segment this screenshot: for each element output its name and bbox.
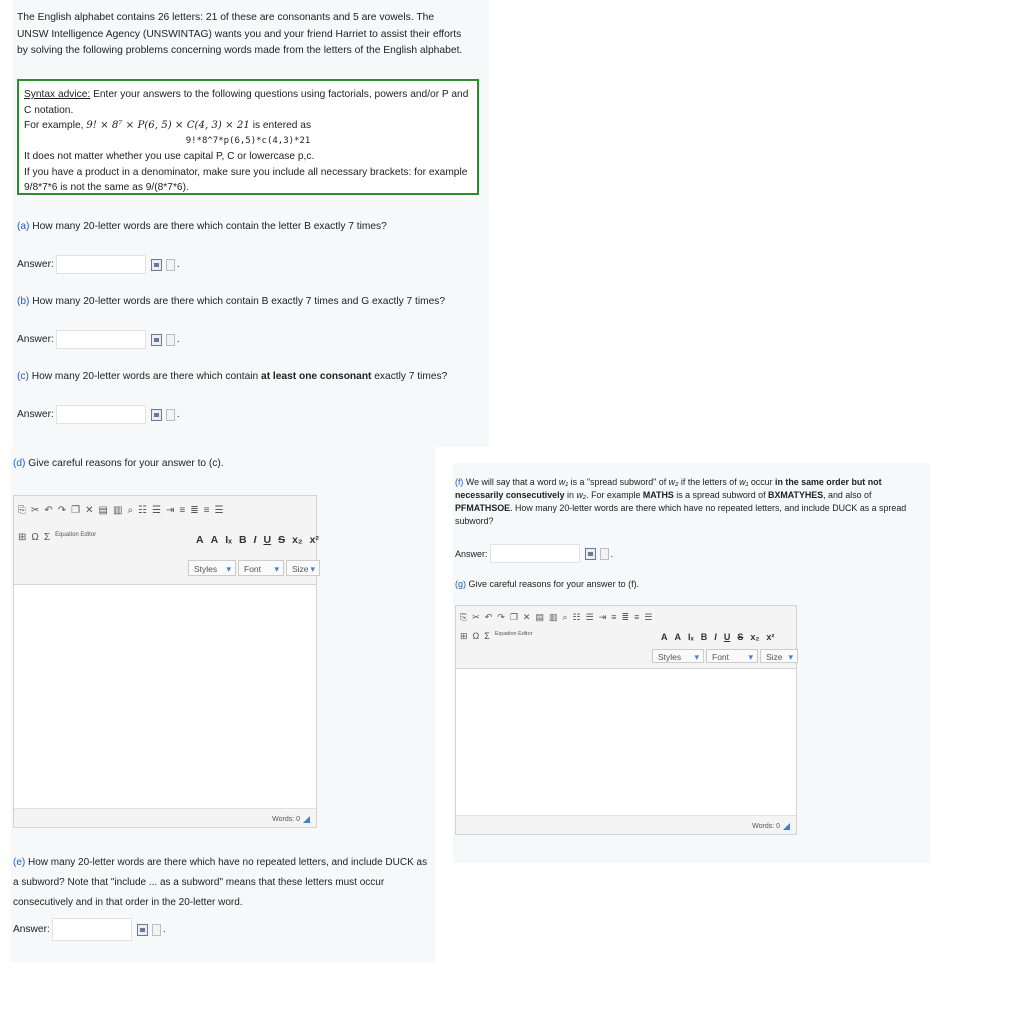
resize-handle-icon[interactable] (783, 823, 790, 830)
find-icon[interactable]: ⌕ (127, 505, 134, 516)
italic-button[interactable]: I (714, 632, 717, 642)
preview-icon[interactable] (585, 548, 596, 560)
question-g-label: (g) (455, 579, 466, 589)
document-icon[interactable] (600, 548, 609, 560)
question-c (17, 369, 447, 384)
answer-row-f: Answer: . (455, 544, 613, 563)
editor-status-bar (456, 815, 796, 834)
question-d (13, 456, 224, 471)
answer-row-c: Answer: . (17, 405, 180, 424)
question-f-bold-4: PFMATHSOE (455, 503, 511, 513)
question-e-text: How many 20-letter words are there which have no repeated letters, and include DUCK as a subword? Note that "include ... as a subword" means that these letters must occur consecutively and in that order in the 20-letter word. (13, 857, 428, 908)
format-buttons (196, 534, 319, 546)
bold-button[interactable]: B (700, 632, 708, 642)
sigma-icon[interactable]: Σ (484, 631, 490, 641)
toolbar-row-2 (18, 532, 97, 543)
question-c-label: (c) (17, 371, 29, 382)
subscript-button[interactable]: x₂ (292, 534, 303, 546)
question-f-w2: w₂ (668, 477, 679, 487)
answer-label: Answer: (17, 409, 54, 420)
question-f-text-2: is a "spread subword" of (568, 477, 669, 487)
indent-icon[interactable]: ⇥ (598, 612, 607, 622)
answer-input-c[interactable] (56, 405, 146, 424)
strike-button[interactable]: S (278, 534, 286, 546)
question-d-label: (d) (13, 458, 26, 469)
clear-format-button[interactable]: Iₓ (225, 534, 232, 546)
omega-icon[interactable]: Ω (31, 532, 39, 543)
answer-label: Answer: (17, 334, 54, 345)
question-f-text-5: in (564, 490, 577, 500)
answer-row-a: Answer: . (17, 255, 180, 274)
equation-editor-button[interactable]: Equation Editor (55, 532, 97, 538)
italic-button[interactable]: I (253, 534, 257, 546)
redo-icon[interactable]: ↷ (497, 612, 505, 622)
syntax-line1: Enter your answers to the following questions using factorials, powers and/or P and C notation. (24, 89, 469, 116)
omega-icon[interactable]: Ω (472, 631, 480, 641)
answer-row-e: Answer: . (13, 918, 166, 941)
align-left-icon[interactable]: ≡ (611, 612, 617, 622)
editor-toolbar (456, 606, 796, 669)
question-f-text-1: We will say that a word (463, 477, 559, 487)
answer-label: Answer: (17, 259, 54, 270)
underline-button[interactable]: U (263, 534, 272, 546)
font-select[interactable]: Font ▾ (238, 560, 284, 576)
paste-text-icon[interactable]: ▤ (535, 612, 544, 622)
word-count-text: Words: 0 (272, 816, 300, 823)
find-icon[interactable]: ⌕ (562, 612, 568, 622)
syntax-advice-box (17, 79, 479, 195)
justify-icon[interactable]: ☰ (644, 612, 653, 622)
copy-icon[interactable]: ❐ (509, 612, 518, 622)
answer-row-b: Answer: . (17, 330, 180, 349)
question-f-text-6: . For example (586, 490, 643, 500)
word-count (272, 816, 310, 823)
word-count-text: Words: 0 (752, 823, 780, 830)
answer-label: Answer: (455, 548, 488, 559)
table-icon[interactable]: ⊞ (460, 631, 468, 641)
question-b-text: How many 20-letter words are there which contain B exactly 7 times and G exactly 7 times? (29, 296, 446, 307)
preview-icon[interactable] (137, 924, 148, 936)
question-g-text: Give careful reasons for your answer to (f). (466, 579, 640, 589)
paste-word-icon[interactable]: ▥ (112, 505, 123, 516)
syntax-line2-post: is entered as (249, 120, 312, 131)
document-icon[interactable] (166, 259, 175, 271)
resize-handle-icon[interactable] (303, 816, 310, 823)
question-c-text-post: exactly 7 times? (371, 371, 448, 382)
redo-icon[interactable]: ↷ (57, 505, 67, 516)
paste-icon[interactable]: ⎘ (460, 612, 468, 622)
numbered-list-icon[interactable]: ☷ (138, 505, 148, 516)
question-f-text-9: . How many 20-letter words are there which have no repeated letters, and include DUCK as a spread subword? (455, 503, 907, 526)
syntax-line3: It does not matter whether you use capital P, C or lowercase p,c. (24, 151, 315, 162)
table-icon[interactable]: ⊞ (18, 532, 27, 543)
answer-input-b[interactable] (56, 330, 146, 349)
question-c-text-pre: How many 20-letter words are there which contain (28, 371, 262, 382)
syntax-line4: If you have a product in a denominator, make sure you include all necessary brackets: for example 9/8*7*6 is not the same as 9/(8*7*6). (24, 166, 468, 193)
answer-input-e[interactable] (52, 918, 132, 941)
size-select[interactable]: Size ▾ (760, 649, 798, 663)
question-e-label: (e) (13, 857, 26, 868)
question-g (455, 577, 639, 592)
copy-icon[interactable]: ❐ (71, 505, 81, 516)
size-select[interactable]: Size ▾ (286, 560, 320, 576)
question-f-bold-1: in the same order but not necessarily consecutively (455, 477, 882, 500)
bg-color-button[interactable]: A (210, 534, 219, 546)
superscript-button[interactable]: x² (309, 534, 319, 546)
delete-icon[interactable]: ✕ (85, 505, 94, 516)
rich-text-editor-g (455, 605, 797, 835)
question-b (17, 294, 445, 309)
align-right-icon[interactable]: ≡ (634, 612, 640, 622)
editor-status-bar (14, 808, 316, 827)
equation-editor-button[interactable]: Equation Editor (494, 631, 533, 637)
format-selects (652, 649, 798, 663)
question-a-label: (a) (17, 221, 30, 232)
styles-select[interactable]: Styles ▾ (188, 560, 236, 576)
document-icon[interactable] (166, 409, 175, 421)
font-select[interactable]: Font ▾ (706, 649, 758, 663)
sigma-icon[interactable]: Σ (43, 532, 51, 543)
question-f-text-3: if the letters of (678, 477, 740, 487)
question-c-text-bold: at least one consonant (261, 371, 372, 382)
preview-icon[interactable] (151, 259, 162, 271)
rich-text-editor-d (13, 495, 317, 828)
question-f-text-8: , and also of (823, 490, 872, 500)
undo-icon[interactable]: ↶ (44, 505, 53, 516)
paste-word-icon[interactable]: ▥ (548, 612, 558, 622)
question-d-text: Give careful reasons for your answer to (c). (25, 458, 224, 469)
question-f-text-7: is a spread subword of (673, 490, 769, 500)
preview-icon[interactable] (151, 409, 162, 421)
editor-toolbar (14, 496, 319, 585)
document-icon[interactable] (152, 924, 161, 936)
question-f-bold-3: BXMATYHES (768, 490, 824, 500)
toolbar-row-1 (460, 612, 652, 623)
align-center-icon[interactable]: ≣ (190, 505, 199, 516)
toolbar-row-2 (460, 631, 533, 642)
question-f-bold-2: MATHS (642, 490, 674, 500)
strike-button[interactable]: S (737, 632, 744, 642)
delete-icon[interactable]: ✕ (522, 612, 531, 622)
bold-button[interactable]: B (238, 534, 247, 546)
question-e (13, 853, 433, 913)
preview-icon[interactable] (151, 334, 162, 346)
justify-icon[interactable]: ☰ (214, 505, 224, 516)
font-color-button[interactable]: A (196, 534, 204, 546)
question-f-text-4: occur (748, 477, 776, 487)
answer-input-a[interactable] (56, 255, 146, 274)
syntax-line2-pre: For example, (24, 120, 87, 131)
font-color-button[interactable]: A (661, 632, 668, 642)
question-b-label: (b) (17, 296, 30, 307)
cut-icon[interactable]: ✂ (472, 612, 480, 622)
question-f-w2b: w₂ (576, 490, 587, 500)
syntax-code-example: 9!*8^7*p(6,5)*c(4,3)*21 (185, 135, 311, 146)
subscript-button[interactable]: x₂ (750, 632, 760, 642)
clear-format-button[interactable]: Iₓ (688, 632, 694, 642)
styles-select[interactable]: Styles ▾ (652, 649, 704, 663)
underline-button[interactable]: U (723, 632, 731, 642)
syntax-example-math: 9! × 8⁷ × P(6, 5) × C(4, 3) × 21 (86, 120, 250, 131)
toolbar-row-1 (18, 505, 223, 516)
question-f-label: (f) (455, 477, 464, 487)
numbered-list-icon[interactable]: ☷ (572, 612, 581, 622)
paste-text-icon[interactable]: ▤ (98, 505, 108, 516)
question-a (17, 219, 387, 234)
question-f (455, 476, 925, 528)
cut-icon[interactable]: ✂ (31, 505, 40, 516)
bg-color-button[interactable]: A (674, 632, 681, 642)
question-f-w1b: w₁ (739, 477, 749, 487)
undo-icon[interactable]: ↶ (484, 612, 493, 622)
superscript-button[interactable]: x² (766, 632, 775, 642)
paste-icon[interactable]: ⎘ (18, 505, 26, 516)
intro-text: The English alphabet contains 26 letters: 21 of these are consonants and 5 are vowels. The UNSW Intelligence Agency (UNSWINTAG) wants you and your friend Harriet to assist their efforts by solving the following problems concerning words made from the letters of the English alphabet. (17, 12, 463, 56)
format-buttons (661, 632, 774, 642)
align-center-icon[interactable]: ≣ (621, 612, 630, 622)
align-right-icon[interactable]: ≡ (203, 505, 210, 516)
answer-input-f[interactable] (490, 544, 580, 563)
answer-label: Answer: (13, 924, 50, 935)
word-count (752, 823, 790, 830)
document-icon[interactable] (166, 334, 175, 346)
syntax-heading: Syntax advice: (24, 89, 91, 100)
question-a-text: How many 20-letter words are there which contain the letter B exactly 7 times? (29, 221, 387, 232)
question-f-w1: w₁ (558, 477, 569, 487)
bullet-list-icon[interactable]: ☰ (585, 612, 594, 622)
align-left-icon[interactable]: ≡ (179, 505, 186, 516)
format-selects (188, 560, 320, 576)
bullet-list-icon[interactable]: ☰ (152, 505, 161, 516)
indent-icon[interactable]: ⇥ (165, 505, 175, 516)
